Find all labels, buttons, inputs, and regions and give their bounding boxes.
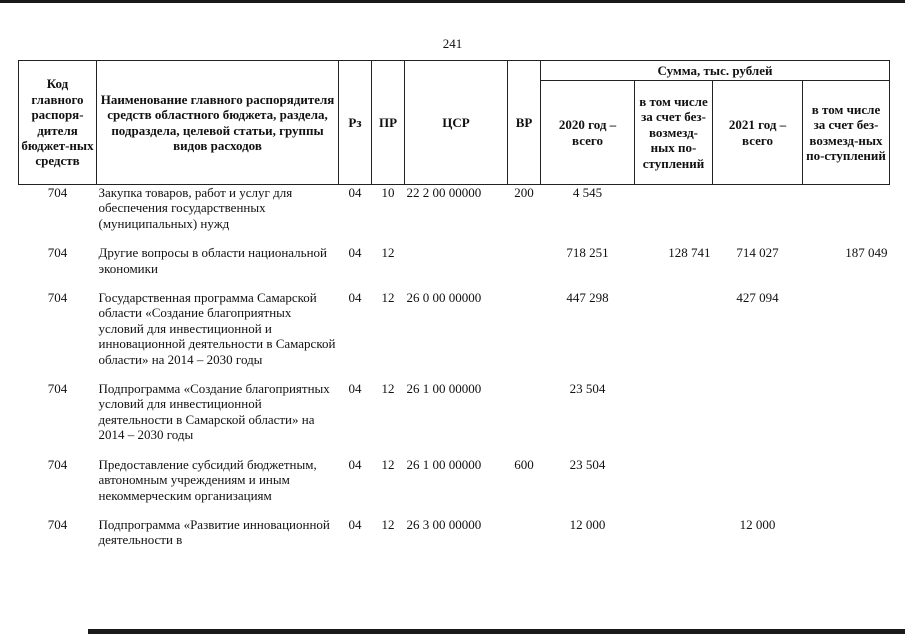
- cell-2020-gratuitous: [635, 290, 713, 381]
- cell-name: Предоставление субсидий бюджетным, автономным учреждениям и иным некоммерческим организациям: [98, 456, 317, 503]
- cell-csr: 26 3 00 00000: [406, 516, 482, 532]
- header-pr: ПР: [372, 61, 405, 185]
- cell-csr: [405, 245, 508, 290]
- cell-2020-total: 718 251: [566, 245, 609, 261]
- cell-2021-gratuitous: 187 049: [845, 245, 888, 261]
- cell-2021-gratuitous: [803, 457, 890, 517]
- cell-2021-total: 12 000: [739, 516, 776, 532]
- header-code: Код главного распоря-дителя бюджет-ных средств: [19, 61, 97, 185]
- cell-vr: [508, 290, 541, 381]
- cell-2020-gratuitous: [635, 457, 713, 517]
- cell-csr: 26 0 00 00000: [406, 290, 482, 306]
- cell-rz: 04: [348, 456, 362, 472]
- cell-2021-total: [713, 381, 803, 457]
- header-rz: Рз: [339, 61, 372, 185]
- table-row: [19, 245, 890, 290]
- cell-2021-total: [713, 185, 803, 246]
- cell-2021-gratuitous: [803, 381, 890, 457]
- cell-rz: 04: [348, 245, 362, 261]
- cell-rz: 04: [348, 185, 362, 200]
- cell-2021-total: 427 094: [736, 290, 779, 306]
- cell-code: 704: [47, 245, 68, 261]
- table-row: [19, 457, 890, 517]
- cell-name: Подпрограмма «Развитие инновационной деятельности в: [98, 516, 330, 548]
- cell-2020-total: 4 545: [572, 185, 603, 200]
- cell-2020-gratuitous: [635, 517, 713, 562]
- cell-pr: 10: [381, 185, 395, 200]
- cell-vr: [508, 245, 541, 290]
- cell-code: 704: [47, 381, 68, 397]
- cell-pr: 12: [381, 516, 395, 532]
- budget-table: [18, 60, 890, 562]
- cell-vr: [508, 381, 541, 457]
- cell-2021-gratuitous: [803, 185, 890, 246]
- cell-vr: 600: [514, 456, 534, 472]
- header-2020-gratuitous: в том числе за счет без-возмезд-ных по-ступлений: [635, 81, 713, 185]
- table-row: [19, 290, 890, 381]
- cell-pr: 12: [381, 456, 395, 472]
- cell-name: Другие вопросы в области национальной экономики: [98, 245, 327, 276]
- cell-csr: 22 2 00 00000: [406, 185, 482, 200]
- cell-name: Подпрограмма «Создание благоприятных условий для инвестиционной деятельности в Самарской области» на 2014 – 2030 годы: [98, 381, 330, 443]
- header-2021-total: 2021 год – всего: [713, 81, 803, 185]
- cell-2020-total: 12 000: [569, 516, 606, 532]
- header-2021-gratuitous: в том числе за счет без-возмезд-ных по-ступлений: [803, 81, 890, 185]
- cell-name: Закупка товаров, работ и услуг для обеспечения государственных (муниципальных) нужд: [98, 185, 293, 231]
- header-2020-total: 2020 год – всего: [541, 81, 635, 185]
- cell-pr: 12: [381, 290, 395, 306]
- cell-rz: 04: [348, 516, 362, 532]
- cell-2021-total: [713, 457, 803, 517]
- cell-vr: 200: [514, 185, 534, 200]
- cell-2020-total: 23 504: [569, 381, 606, 397]
- cell-code: 704: [47, 290, 68, 306]
- cell-2020-total: 23 504: [569, 456, 606, 472]
- header-name: Наименование главного распорядителя средств областного бюджета, раздела, подраздела, целевой статьи, группы видов расходов: [97, 61, 339, 185]
- cell-rz: 04: [348, 381, 362, 397]
- cell-2021-gratuitous: [803, 517, 890, 562]
- cell-2020-total: 447 298: [566, 290, 609, 306]
- cell-2020-gratuitous: 128 741: [668, 245, 711, 261]
- cell-2020-gratuitous: [635, 185, 713, 246]
- cell-2020-gratuitous: [635, 381, 713, 457]
- cell-csr: 26 1 00 00000: [406, 381, 482, 397]
- cell-csr: 26 1 00 00000: [406, 456, 482, 472]
- cell-code: 704: [47, 516, 68, 532]
- cell-pr: 12: [381, 245, 395, 261]
- cell-code: 704: [47, 185, 68, 200]
- cell-2021-total: 714 027: [736, 245, 779, 261]
- cell-name: Государственная программа Самарской области «Создание благоприятных условий для инвестиционной и инновационной деятельности в Самарской области» на 2014 – 2030 годы: [98, 290, 336, 367]
- scan-edge-top: [0, 0, 905, 3]
- cell-vr: [508, 517, 541, 562]
- table-row: [19, 185, 890, 246]
- cell-code: 704: [47, 456, 68, 472]
- header-vr: ВР: [508, 61, 541, 185]
- cell-pr: 12: [381, 381, 395, 397]
- table-row: [19, 517, 890, 562]
- cell-rz: 04: [348, 290, 362, 306]
- page-number: 241: [442, 36, 463, 51]
- cell-2021-gratuitous: [803, 290, 890, 381]
- scan-edge-bottom: [88, 629, 905, 634]
- header-sum: Сумма, тыс. рублей: [541, 61, 890, 81]
- header-csr: ЦСР: [405, 61, 508, 185]
- table-row: [19, 381, 890, 457]
